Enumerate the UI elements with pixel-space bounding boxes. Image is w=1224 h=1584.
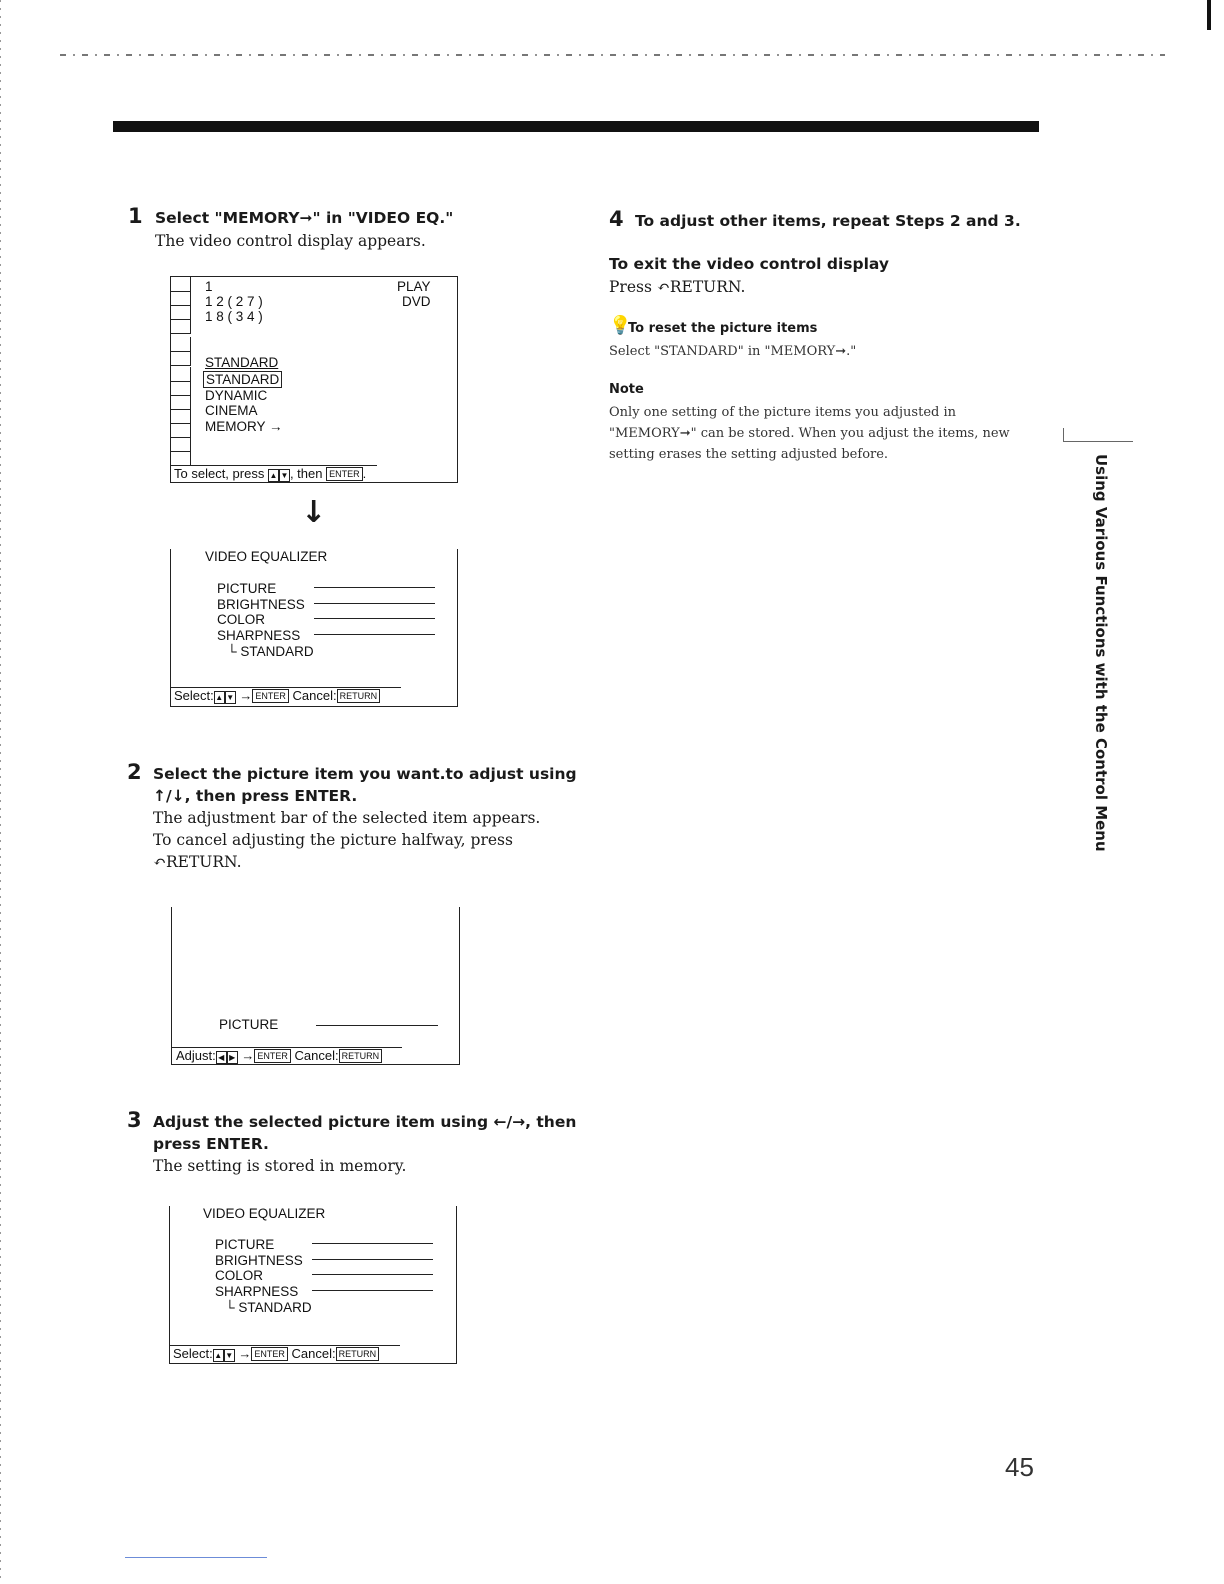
step-2-body-line3: ↶RETURN. (153, 853, 242, 871)
down-key-icon: ▼ (280, 471, 289, 480)
step-4-heading: To adjust other items, repeat Steps 2 and 3. (635, 212, 1021, 230)
eq-item-brightness[interactable]: BRIGHTNESS (215, 1253, 303, 1268)
section-sidebar (1088, 454, 1110, 864)
up-key-icon: ▲ (269, 471, 278, 480)
footer-cancel: Cancel: (292, 688, 337, 703)
adjust-bar (314, 587, 435, 588)
step-2-heading-line1: Select the picture item you want.to adjust using (153, 765, 577, 783)
eq-sub-standard: └ STANDARD (227, 644, 314, 659)
footer-mid: , then (289, 466, 323, 481)
screen-tab (170, 409, 191, 424)
enter-key: ENTER (254, 1049, 291, 1063)
eq-item-sharpness[interactable]: SHARPNESS (217, 628, 301, 643)
footer-adjust: Adjust: (176, 1048, 216, 1063)
screen-tab (170, 351, 191, 366)
tip-bulb-icon: 💡 (609, 315, 632, 336)
eq-title: VIDEO EQUALIZER (203, 1206, 326, 1221)
video-equalizer-screen (170, 549, 458, 707)
note-heading: Note (609, 382, 644, 397)
step-3-body: The setting is stored in memory. (153, 1157, 407, 1175)
step-1-heading: Select "MEMORY➞" in "VIDEO EQ." (155, 209, 454, 227)
eq-sub-standard: └ STANDARD (225, 1300, 312, 1315)
sidebar-title: Using Various Functions with the Control Menu (1092, 454, 1110, 852)
chapter-info: 1 2 ( 2 7 ) (205, 294, 263, 309)
down-key-icon: ▼ (226, 693, 235, 702)
enter-key: ENTER (326, 467, 363, 481)
disc-type: DVD (402, 294, 431, 309)
page-number: 45 (1005, 1452, 1034, 1482)
note-line1: Only one setting of the picture items you adjusted in (609, 405, 957, 420)
screen-footer: Select: ▲ ▼ → ENTER Cancel: RETURN (173, 1346, 379, 1362)
screen-tab (170, 277, 191, 292)
right-key-icon: ▶ (227, 1051, 238, 1064)
sidebar-bracket (1063, 441, 1133, 442)
footer-cancel: Cancel: (294, 1048, 339, 1063)
step-1-number: 1 (128, 204, 143, 228)
adjust-bar (312, 1259, 433, 1260)
eq-item-picture[interactable]: PICTURE (215, 1237, 275, 1252)
step-3-number: 3 (127, 1108, 142, 1132)
step-2-heading-line2: ↑/↓, then press ENTER. (153, 787, 358, 805)
eq-item-picture[interactable]: PICTURE (217, 581, 277, 596)
adjust-bar (316, 1025, 438, 1026)
screen-tab (170, 305, 191, 320)
return-key: RETURN (336, 1347, 380, 1361)
step-2-body-line1: The adjustment bar of the selected item appears. (153, 809, 541, 827)
screen-tab (170, 337, 191, 352)
screen-tab (170, 437, 191, 452)
corner-mark (1207, 0, 1211, 30)
sidebar-bracket (1063, 428, 1064, 442)
step-2-body-line2: To cancel adjusting the picture halfway, press (153, 831, 513, 849)
exit-body: Press ↶RETURN. (609, 278, 746, 296)
eq-item-color[interactable]: COLOR (215, 1268, 264, 1283)
option-memory[interactable]: MEMORY → (205, 419, 283, 434)
exit-heading: To exit the video control display (609, 255, 890, 273)
step-4-number: 4 (609, 207, 624, 231)
footer-cancel: Cancel: (291, 1346, 336, 1361)
screen-tab (170, 319, 191, 334)
enter-key: ENTER (252, 689, 289, 703)
left-key-icon: ◀ (216, 1051, 227, 1064)
return-key: RETURN (339, 1049, 383, 1063)
up-key-icon: ▲ (215, 693, 224, 702)
picture-adjust-screen (171, 907, 460, 1065)
screen-footer (174, 466, 366, 482)
scan-edge-left (0, 0, 1, 1584)
eq-item-brightness[interactable]: BRIGHTNESS (217, 597, 305, 612)
adjust-bar (314, 634, 435, 635)
step-3-heading-line1: Adjust the selected picture item using ←/→, then (153, 1113, 577, 1131)
time-info: 1 8 ( 3 4 ) (205, 309, 263, 324)
footer-select: Select: (174, 688, 214, 703)
adjust-bar (312, 1290, 433, 1291)
video-equalizer-screen-stored (169, 1206, 457, 1364)
screen-tab (170, 291, 191, 306)
screen-tab (170, 381, 191, 396)
return-key: RETURN (337, 689, 381, 703)
tip-heading: To reset the picture items (628, 321, 818, 336)
adjust-bar (314, 618, 435, 619)
play-status: PLAY (397, 279, 431, 294)
screen-tab (170, 423, 191, 438)
arrow-down-icon: ↓ (301, 495, 327, 530)
screen-footer: Select: ▲ ▼ → ENTER Cancel: RETURN (174, 688, 380, 704)
adjust-bar (312, 1243, 433, 1244)
adjust-item-picture: PICTURE (219, 1017, 279, 1032)
down-key-icon: ▼ (225, 1351, 234, 1360)
step-3-heading-line2: press ENTER. (153, 1135, 269, 1153)
step-2-number: 2 (127, 760, 142, 784)
bottom-rule (125, 1557, 267, 1558)
eq-item-color[interactable]: COLOR (217, 612, 266, 627)
adjust-bar (312, 1274, 433, 1275)
scan-header-noise (60, 54, 1165, 56)
enter-key: ENTER (251, 1347, 288, 1361)
option-dynamic[interactable]: DYNAMIC (205, 388, 268, 403)
up-key-icon: ▲ (214, 1351, 223, 1360)
option-standard[interactable]: STANDARD (203, 371, 282, 388)
adjust-bar (314, 603, 435, 604)
footer-suffix: . (362, 466, 367, 481)
footer-select: Select: (173, 1346, 213, 1361)
screen-tab (170, 395, 191, 410)
note-line2: "MEMORY➞" can be stored. When you adjust the items, new (609, 426, 1010, 441)
screen-footer: Adjust: ◀ ▶ → ENTER Cancel: RETURN (176, 1048, 382, 1064)
screen-tab (170, 367, 191, 382)
control-display-screen (170, 276, 458, 483)
eq-title: VIDEO EQUALIZER (205, 549, 328, 564)
note-line3: setting erases the setting adjusted before. (609, 447, 889, 462)
footer-prefix: To select, press (174, 466, 265, 481)
tip-body: Select "STANDARD" in "MEMORY➞." (609, 344, 857, 359)
screen-tab (170, 451, 191, 466)
current-setting: STANDARD (205, 355, 279, 370)
step-1-body: The video control display appears. (155, 232, 426, 250)
eq-item-sharpness[interactable]: SHARPNESS (215, 1284, 299, 1299)
top-rule (113, 121, 1039, 132)
option-cinema[interactable]: CINEMA (205, 403, 258, 418)
track-number: 1 (205, 279, 213, 294)
